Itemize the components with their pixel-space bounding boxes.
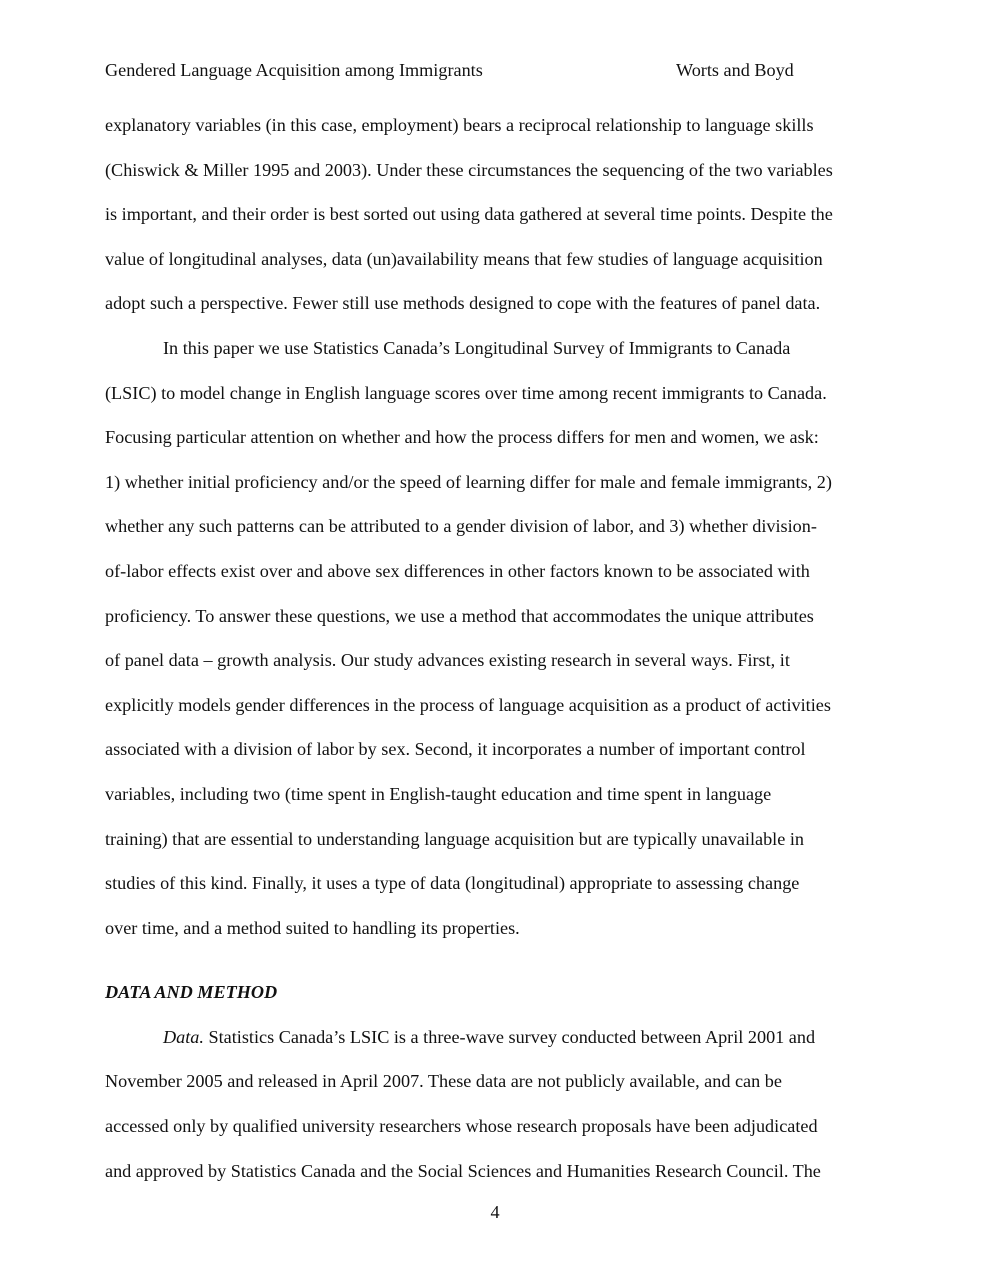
run-in-heading: Data. xyxy=(163,1026,204,1047)
text-line: value of longitudinal analyses, data (un)availability means that few studies of language acquisition xyxy=(105,248,823,269)
text-line: of panel data – growth analysis. Our study advances existing research in several ways. First, it xyxy=(105,650,790,671)
text-line: adopt such a perspective. Fewer still use methods designed to cope with the features of panel data. xyxy=(105,293,821,314)
text-line: Focusing particular attention on whether and how the process differs for men and women, we ask: xyxy=(105,427,819,448)
text-line: variables, including two (time spent in English-taught education and time spent in language xyxy=(105,783,772,804)
text-line: (Chiswick & Miller 1995 and 2003). Under these circumstances the sequencing of the two variables xyxy=(105,159,833,180)
running-head-authors: Worts and Boyd xyxy=(676,60,794,80)
text-line: is important, and their order is best sorted out using data gathered at several time points. Despite the xyxy=(105,204,833,225)
text-line: (LSIC) to model change in English language scores over time among recent immigrants to Canada. xyxy=(105,382,827,403)
text-line: and approved by Statistics Canada and the Social Sciences and Humanities Research Council. The xyxy=(105,1160,821,1181)
paragraph-study-aims xyxy=(105,326,895,950)
text-line xyxy=(105,1015,895,1060)
text-line: associated with a division of labor by sex. Second, it incorporates a number of important control xyxy=(105,739,806,760)
text-run: Statistics Canada’s LSIC is a three-wave survey conducted between April 2001 and xyxy=(203,1026,816,1047)
text-line: explanatory variables (in this case, employment) bears a reciprocal relationship to language skills xyxy=(105,115,814,135)
text-line: explicitly models gender differences in the process of language acquisition as a product of activities xyxy=(105,694,831,715)
text-line: proficiency. To answer these questions, we use a method that accommodates the unique attributes xyxy=(105,605,814,626)
paragraph-data xyxy=(105,1015,895,1193)
text-line: studies of this kind. Finally, it uses a type of data (longitudinal) appropriate to assessing change xyxy=(105,873,800,894)
text-line: 1) whether initial proficiency and/or the speed of learning differ for male and female immigrants, 2) xyxy=(105,471,832,492)
text-line: over time, and a method suited to handling its properties. xyxy=(105,917,520,938)
section-heading: DATA AND METHOD xyxy=(105,982,278,1003)
body-text xyxy=(105,103,895,1193)
text-line: accessed only by qualified university researchers whose research proposals have been adjudicated xyxy=(105,1116,818,1137)
text-line: training) that are essential to understanding language acquisition but are typically unavailable in xyxy=(105,828,804,849)
paragraph-continuation xyxy=(105,103,895,326)
text-line: of-labor effects exist over and above sex differences in other factors known to be associated with xyxy=(105,560,810,581)
text-line: November 2005 and released in April 2007. These data are not publicly available, and can be xyxy=(105,1071,782,1092)
text-line: In this paper we use Statistics Canada’s Longitudinal Survey of Immigrants to Canada xyxy=(163,337,791,358)
text-line: whether any such patterns can be attributed to a gender division of labor, and 3) whether division- xyxy=(105,516,817,537)
running-head-title: Gendered Language Acquisition among Immigrants xyxy=(105,60,483,80)
page-number: 4 xyxy=(490,1202,500,1222)
